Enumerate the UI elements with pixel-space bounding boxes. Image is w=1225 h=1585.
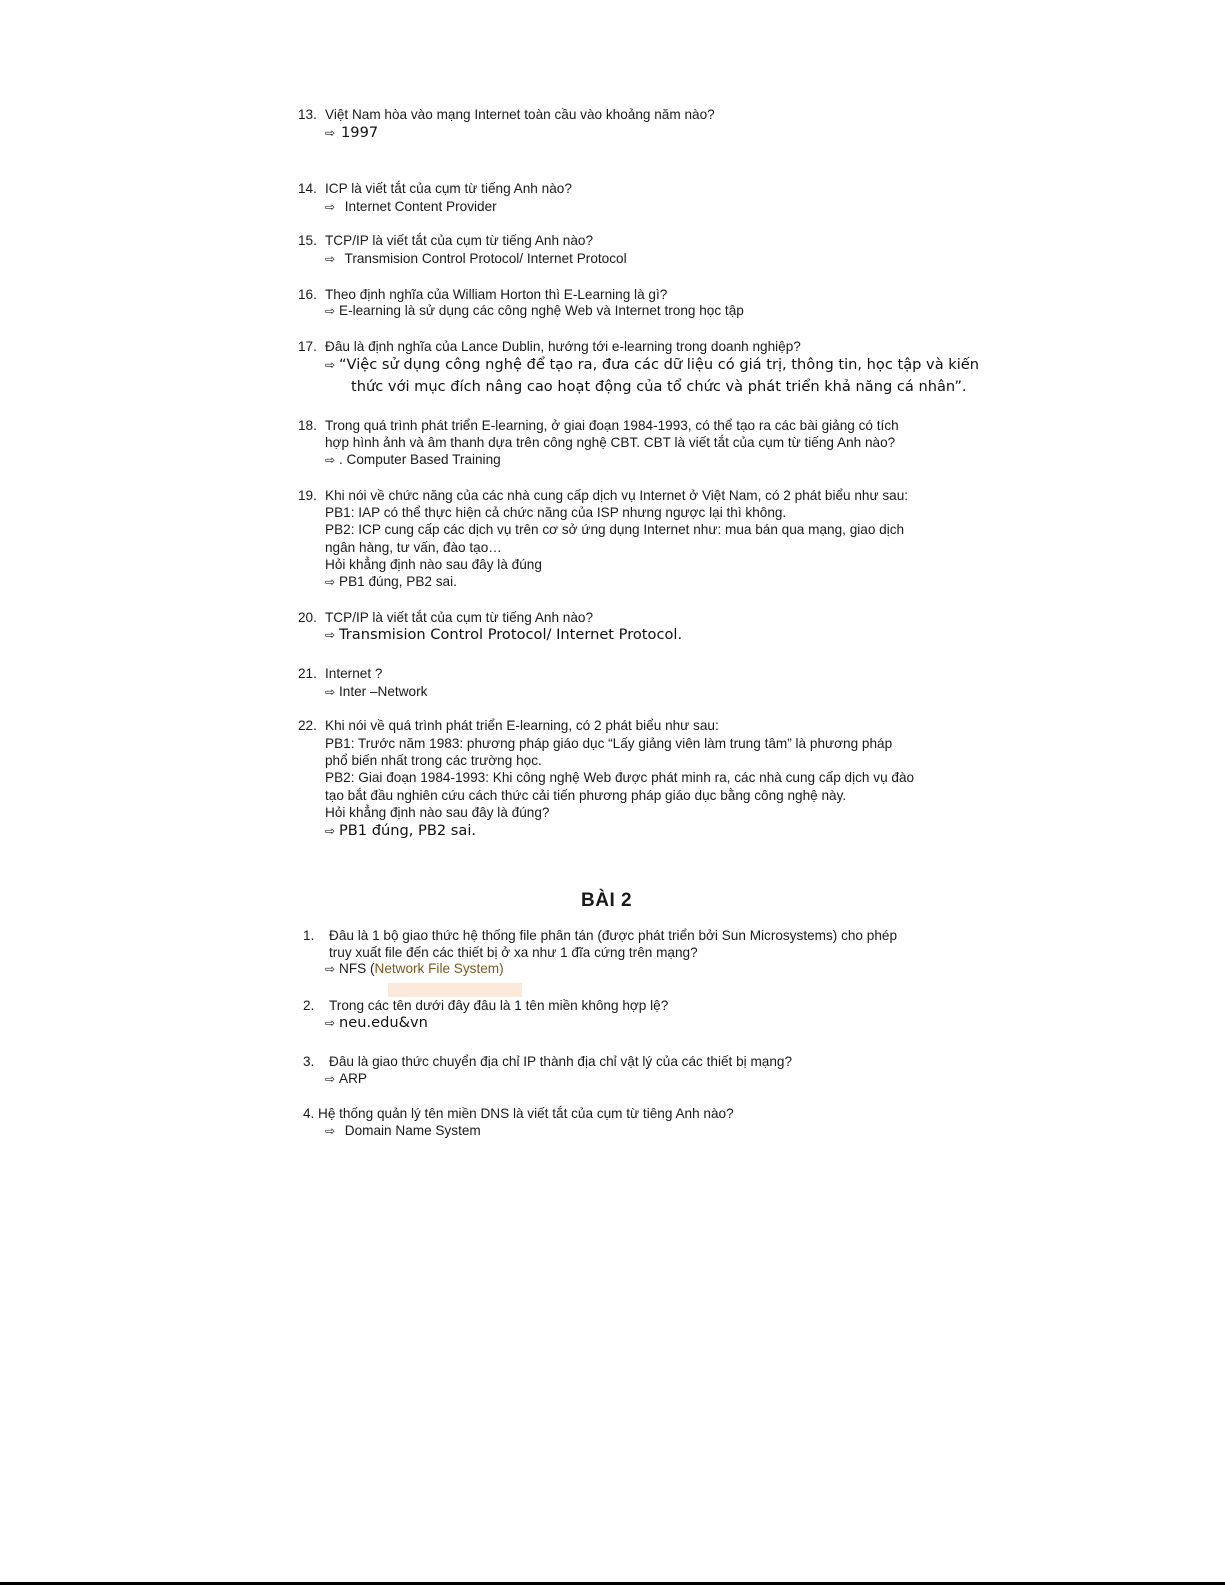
answer-22: [325, 822, 476, 840]
question-18: [298, 417, 899, 434]
question-19-line-5: [325, 556, 542, 573]
answer-text: NFS (: [339, 961, 375, 976]
question-text: PB2: Giai đoạn 1984-1993: Khi công nghệ Web được phát minh ra, các nhà cung cấp dịch vụ đào: [325, 770, 915, 785]
answer-text: Transmision Control Protocol/ Internet Protocol: [341, 251, 627, 266]
question-number: 17.: [298, 339, 317, 354]
answer-19: [325, 573, 457, 591]
question-number: 19.: [298, 488, 317, 503]
answer-21: [325, 683, 427, 701]
answer-15: [325, 250, 627, 268]
section-heading: BÀI 2: [581, 890, 633, 911]
question-number: 13.: [298, 107, 317, 122]
answer-text-highlighted: Network File System): [374, 961, 504, 976]
answer-text: ARP: [339, 1071, 367, 1086]
question-number: 2.: [303, 998, 315, 1013]
question-number: 20.: [298, 610, 317, 625]
arrow-icon: ⇨: [325, 685, 336, 699]
text-highlight: [388, 983, 522, 997]
answer-14: [325, 198, 497, 216]
question-text: Việt Nam hòa vào mạng Internet toàn cầu vào khoảng năm nào?: [325, 107, 715, 122]
answer-text: E-learning là sử dụng các công nghệ Web và Internet trong học tập: [339, 303, 744, 318]
question-19: [298, 487, 908, 504]
question-19-line-4: [325, 539, 502, 556]
answer-17-continued: [351, 378, 967, 395]
answer-text: Transmision Control Protocol/ Internet Protocol.: [339, 626, 683, 643]
question-22-line-5: [325, 787, 846, 804]
answer-text: 1997: [341, 124, 379, 141]
answer-text: thức với mục đích nâng cao hoạt động của tổ chức và phát triển khả năng cá nhân”.: [351, 378, 967, 395]
question-text: phổ biến nhất trong các trường học.: [325, 753, 542, 768]
question-text: Internet ?: [325, 666, 383, 681]
question-number: 1.: [303, 928, 315, 943]
question-15: [298, 232, 593, 249]
arrow-icon: ⇨: [325, 824, 336, 838]
question-text: Hỏi khẳng định nào sau đây là đúng: [325, 557, 542, 572]
answer-text: “Việc sử dụng công nghệ để tạo ra, đưa các dữ liệu có giá trị, thông tin, học tập và kiến: [339, 356, 980, 373]
question-text: truy xuất file đến các thiết bị ở xa như 1 đĩa cứng trên mạng?: [329, 945, 698, 960]
answer-text: Domain Name System: [341, 1123, 481, 1138]
question-22-line-3: [325, 752, 542, 769]
question-16: [298, 286, 667, 303]
question-text: Hệ thống quản lý tên miền DNS là viết tắt của cụm từ tiêng Anh nào?: [318, 1106, 734, 1121]
question-22-line-2: [325, 735, 892, 752]
answer-text: neu.edu&vn: [339, 1014, 428, 1031]
question-number: 14.: [298, 181, 317, 196]
question-text: hợp hình ảnh và âm thanh dựa trên công nghệ CBT. CBT là viết tắt của cụm từ tiếng Anh nào?: [325, 435, 896, 450]
question-number: 16.: [298, 287, 317, 302]
question-14: [298, 180, 572, 197]
bai2-question-2: [303, 997, 668, 1014]
question-text: Khi nói về chức năng của các nhà cung cấp dịch vụ Internet ở Việt Nam, có 2 phát biểu như sau:: [325, 488, 909, 503]
question-text: PB2: ICP cung cấp các dịch vụ trên cơ sở ứng dụng Internet như: mua bán qua mạng, giao dịch: [325, 522, 905, 537]
arrow-icon: ⇨: [325, 126, 336, 140]
arrow-icon: ⇨: [325, 200, 336, 214]
question-number: 22.: [298, 718, 317, 733]
answer-18: [325, 451, 501, 469]
bai2-question-1-line-2: [329, 944, 698, 961]
question-text: TCP/IP là viết tắt của cụm từ tiếng Anh nào?: [325, 610, 594, 625]
question-19-line-2: [325, 504, 786, 521]
question-text: Đâu là giao thức chuyển địa chỉ IP thành địa chỉ vật lý của các thiết bị mạng?: [329, 1054, 793, 1069]
question-text: Hỏi khẳng định nào sau đây là đúng?: [325, 805, 550, 820]
answer-text: Inter –Network: [339, 684, 428, 699]
answer-text: Internet Content Provider: [341, 199, 497, 214]
question-number: 21.: [298, 666, 317, 681]
answer-20: [325, 626, 682, 644]
question-text: TCP/IP là viết tắt của cụm từ tiếng Anh nào?: [325, 233, 594, 248]
bai2-answer-3: [325, 1070, 367, 1088]
question-22-line-6: [325, 804, 549, 821]
answer-text: PB1 đúng, PB2 sai.: [339, 822, 477, 839]
question-22: [298, 717, 719, 734]
question-text: ICP là viết tắt của cụm từ tiếng Anh nào?: [325, 181, 572, 196]
answer-16: [325, 302, 744, 320]
answer-13: [325, 124, 378, 142]
answer-17: [325, 356, 979, 374]
question-text: Đâu là định nghĩa của Lance Dublin, hướng tới e-learning trong doanh nghiệp?: [325, 339, 801, 354]
question-text: Trong các tên dưới đây đâu là 1 tên miền không hợp lệ?: [329, 998, 669, 1013]
question-text: Đâu là 1 bộ giao thức hệ thống file phân tán (được phát triển bởi Sun Microsystems) cho phép: [329, 928, 898, 943]
question-19-line-3: [325, 521, 904, 538]
answer-text: . Computer Based Training: [339, 452, 501, 467]
question-17: [298, 338, 801, 355]
bai2-question-4: [303, 1105, 734, 1122]
bai2-question-1: [303, 927, 897, 944]
question-text: Theo định nghĩa của William Horton thì E-Learning là gì?: [325, 287, 668, 302]
arrow-icon: ⇨: [325, 962, 336, 976]
arrow-icon: ⇨: [325, 1124, 336, 1138]
question-number: 4.: [303, 1106, 315, 1121]
question-text: PB1: Trước năm 1983: phương pháp giáo dục “Lấy giảng viên làm trung tâm” là phương pháp: [325, 736, 893, 751]
question-number: 3.: [303, 1054, 315, 1069]
arrow-icon: ⇨: [325, 453, 336, 467]
question-number: 15.: [298, 233, 317, 248]
question-22-line-4: [325, 769, 914, 786]
question-text: PB1: IAP có thể thực hiện cả chức năng của ISP nhưng ngược lại thì không.: [325, 505, 787, 520]
bai2-question-3: [303, 1053, 792, 1070]
arrow-icon: ⇨: [325, 1016, 336, 1030]
question-text: Khi nói về quá trình phát triển E-learning, có 2 phát biểu như sau:: [325, 718, 719, 733]
arrow-icon: ⇨: [325, 358, 336, 372]
arrow-icon: ⇨: [325, 575, 336, 589]
question-number: 18.: [298, 418, 317, 433]
arrow-icon: ⇨: [325, 628, 336, 642]
arrow-icon: ⇨: [325, 1072, 336, 1086]
question-18-line-2: [325, 434, 895, 451]
question-13: [298, 106, 715, 123]
arrow-icon: ⇨: [325, 252, 336, 266]
bai2-answer-2: [325, 1014, 428, 1032]
question-text: ngân hàng, tư vấn, đào tạo…: [325, 540, 502, 555]
answer-text: PB1 đúng, PB2 sai.: [339, 574, 457, 589]
question-text: Trong quá trình phát triển E-learning, ở giai đoạn 1984-1993, có thể tạo ra các bài giảng có tích: [325, 418, 899, 433]
question-21: [298, 665, 382, 682]
question-20: [298, 609, 593, 626]
question-text: tạo bắt đầu nghiên cứu cách thức cải tiến phương pháp giáo dục bằng công nghệ này.: [325, 788, 847, 803]
arrow-icon: ⇨: [325, 304, 336, 318]
bai2-answer-4: [325, 1122, 481, 1140]
bai2-answer-1: [325, 960, 504, 978]
